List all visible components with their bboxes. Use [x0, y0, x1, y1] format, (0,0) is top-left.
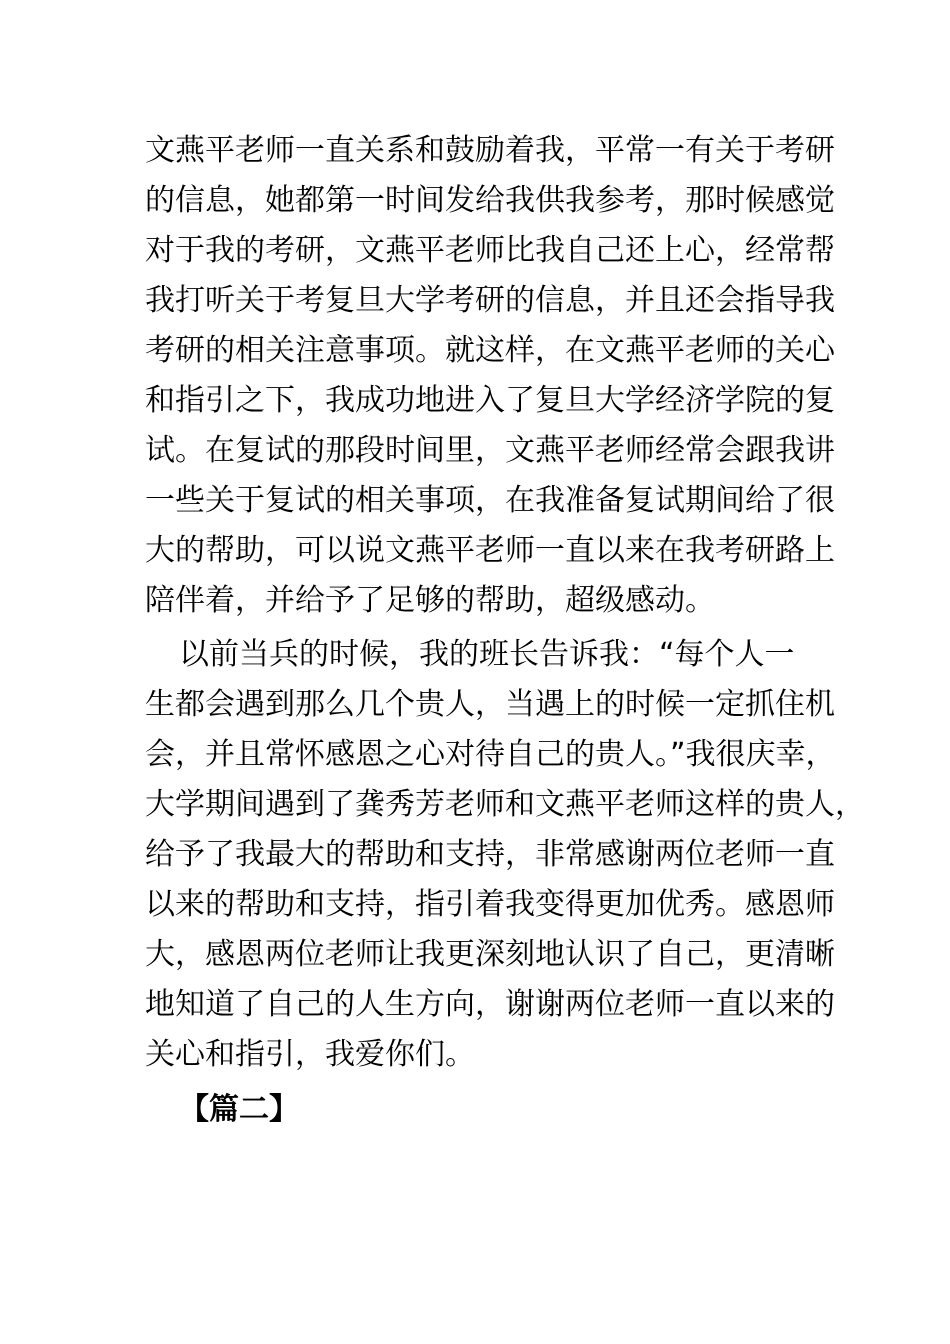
paragraph-line: 关心和指引，我爱你们。 [145, 1037, 475, 1072]
paragraph-line: 生都会遇到那么几个贵人，当遇上的时候一定抓住机 [145, 687, 835, 722]
paragraph-2 [145, 630, 865, 1080]
section-heading: 【篇二】 [179, 1092, 299, 1127]
paragraph-line: 给予了我最大的帮助和支持，非常感谢两位老师一直 [145, 837, 835, 872]
paragraph-line: 地知道了自己的人生方向，谢谢两位老师一直以来的 [145, 987, 835, 1022]
paragraph-line: 我打听关于考复旦大学考研的信息，并且还会指导我 [145, 283, 835, 318]
paragraph-line: 大的帮助，可以说文燕平老师一直以来在我考研路上 [145, 533, 835, 568]
paragraph-1 [145, 126, 835, 626]
paragraph-line: 考研的相关注意事项。就这样，在文燕平老师的关心 [145, 333, 835, 368]
paragraph-line: 试。在复试的那段时间里，文燕平老师经常会跟我讲 [145, 433, 835, 468]
paragraph-line: 文燕平老师一直关系和鼓励着我，平常一有关于考研 [145, 133, 835, 168]
paragraph-line: 大，感恩两位老师让我更深刻地认识了自己，更清晰 [145, 937, 835, 972]
paragraph-line: 一些关于复试的相关事项，在我准备复试期间给了很 [145, 483, 835, 518]
section-heading-block [145, 1085, 835, 1135]
paragraph-line: 和指引之下，我成功地进入了复旦大学经济学院的复 [145, 383, 835, 418]
paragraph-line: 以来的帮助和支持，指引着我变得更加优秀。感恩师 [145, 887, 835, 922]
paragraph-line: 会，并且常怀感恩之心对待自己的贵人。”我很庆幸， [145, 737, 836, 772]
paragraph-line: 以前当兵的时候，我的班长告诉我：“每个人一 [179, 637, 795, 672]
paragraph-line: 的信息，她都第一时间发给我供我参考，那时候感觉 [145, 183, 835, 218]
paragraph-line: 陪伴着，并给予了足够的帮助，超级感动。 [145, 583, 715, 618]
paragraph-line: 大学期间遇到了龚秀芳老师和文燕平老师这样的贵人， [145, 787, 865, 822]
paragraph-line: 对于我的考研，文燕平老师比我自己还上心，经常帮 [145, 233, 835, 268]
